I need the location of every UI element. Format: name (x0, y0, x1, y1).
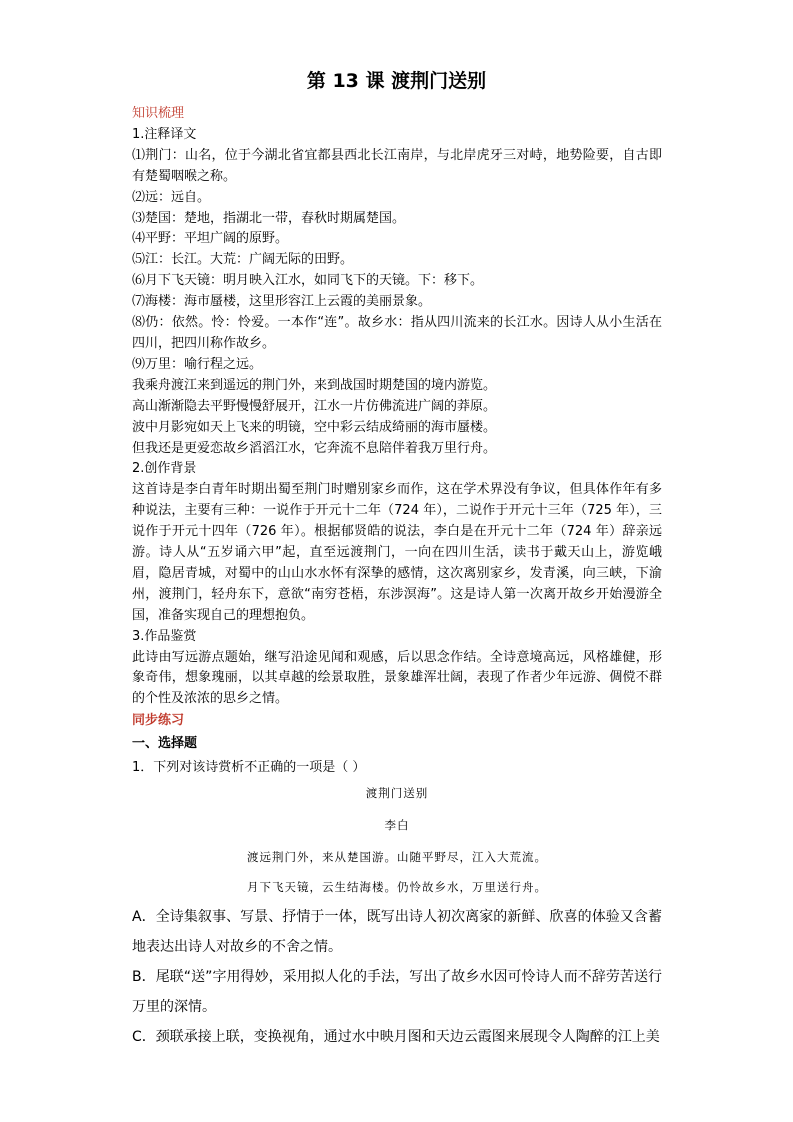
appreciation-paragraph: 此诗由写远游点题始，继写沿途见闻和观感，后以思念作结。全诗意境高远，风格雄健，形象奇伟，想象瑰丽，以其卓越的绘景取胜，景象雄浑壮阔，表现了作者少年远游、倜傥不群的个性及浓浓的思乡之情。 (132, 649, 662, 707)
translation-line: 但我还是更爱恋故乡滔滔江水，它奔流不息陪伴着我万里行舟。 (132, 440, 497, 456)
section-heading-practice: 同步练习 (132, 713, 185, 729)
poem-title: 渡荆门送别 (365, 786, 429, 800)
poem-line-2: 月下飞天镜，云生结海楼。仍怜故乡水，万里送行舟。 (247, 880, 547, 894)
translation-line: 高山渐渐隐去平野慢慢舒展开，江水一片仿佛流进广阔的莽原。 (132, 398, 497, 414)
translation-line: 我乘舟渡江来到遥远的荆门外，来到战国时期楚国的境内游览。 (132, 377, 497, 393)
translation-line: 波中月影宛如天上飞来的明镜，空中彩云结成绮丽的海市蜃楼。 (132, 419, 497, 435)
note-item: ⑷平野：平坦广阔的原野。 (132, 231, 289, 247)
section-heading-knowledge: 知识梳理 (132, 106, 185, 121)
note-item: ⑼万里：喻行程之远。 (132, 356, 263, 372)
poem-line-1: 渡远荆门外，来从楚国游。山随平野尽，江入大荒流。 (247, 850, 547, 864)
note-item: ⑶楚国：楚地，指湖北一带，春秋时期属楚国。 (132, 210, 406, 226)
notes-section (132, 104, 662, 780)
note-item: ⑴荆门：山名，位于今湖北省宜都县西北长江南岸，与北岸虎牙三对峙，地势险要，自古即有楚蜀咽喉之称。 (132, 147, 662, 184)
note-item: ⑻仍：依然。怜：怜爱。一本作“连”。故乡水：指从四川流来的长江水。因诗人从小生活在四川，把四川称作故乡。 (132, 315, 662, 351)
poem-author: 李白 (384, 818, 410, 832)
options-section (132, 902, 662, 1052)
option-b: B．尾联“送”字用得妙，采用拟人化的手法，写出了故乡水因可怜诗人而不辞劳苦送行万里的深情。 (132, 969, 662, 1015)
section-heading-choice: 一、选择题 (132, 736, 198, 752)
subheading-background: 2.创作背景 (132, 461, 197, 477)
option-c: C．颈联承接上联，变换视角，通过水中映月图和天边云霞图来展现令人陶醉的江上美 (132, 1029, 660, 1045)
option-a: A．全诗集叙事、写景、抒情于一体，既写出诗人初次离家的新鲜、欣喜的体验又含蓄地表达出诗人对故乡的不舍之情。 (132, 909, 662, 955)
subheading-notes: 1.注释译文 (132, 126, 197, 142)
note-item: ⑸江：长江。大荒：广阔无际的田野。 (132, 252, 354, 268)
subheading-appreciation: 3.作品鉴赏 (132, 628, 197, 644)
question-1: 1．下列对该诗赏析不正确的一项是（ ） (132, 760, 366, 776)
note-item: ⑵远：远自。 (132, 189, 211, 205)
background-paragraph: 这首诗是李白青年时期出蜀至荆门时赠别家乡而作，这在学术界没有争议，但具体作年有多种说法，主要有三种：一说作于开元十二年（724 年），二说作于开元十三年（725 年），三说作于开元十四年（726 年）。根据郁贤皓的说法，李白是在开元十二年（724 年）辞亲远游。诗人从“五岁诵六甲”起，直至远渡荆门，一向在四川生活，读书于戴天山上，游览峨眉，隐居青城，对蜀中的山山水水怀有深挚的感情，这次离别家乡，发青溪，向三峡，下渝州，渡荆门，轻舟东下，意欲“南穷苍梧，东涉溟海”。这是诗人第一次离开故乡开始漫游全国，准备实现自己的理想抱负。 (132, 482, 662, 623)
note-item: ⑺海楼：海市蜃楼，这里形容江上云霞的美丽景象。 (132, 294, 432, 310)
note-item: ⑹月下飞天镜：明月映入江水，如同飞下的天镜。下：移下。 (132, 273, 484, 289)
lesson-title: 第 13 课 渡荆门送别 (306, 70, 487, 92)
